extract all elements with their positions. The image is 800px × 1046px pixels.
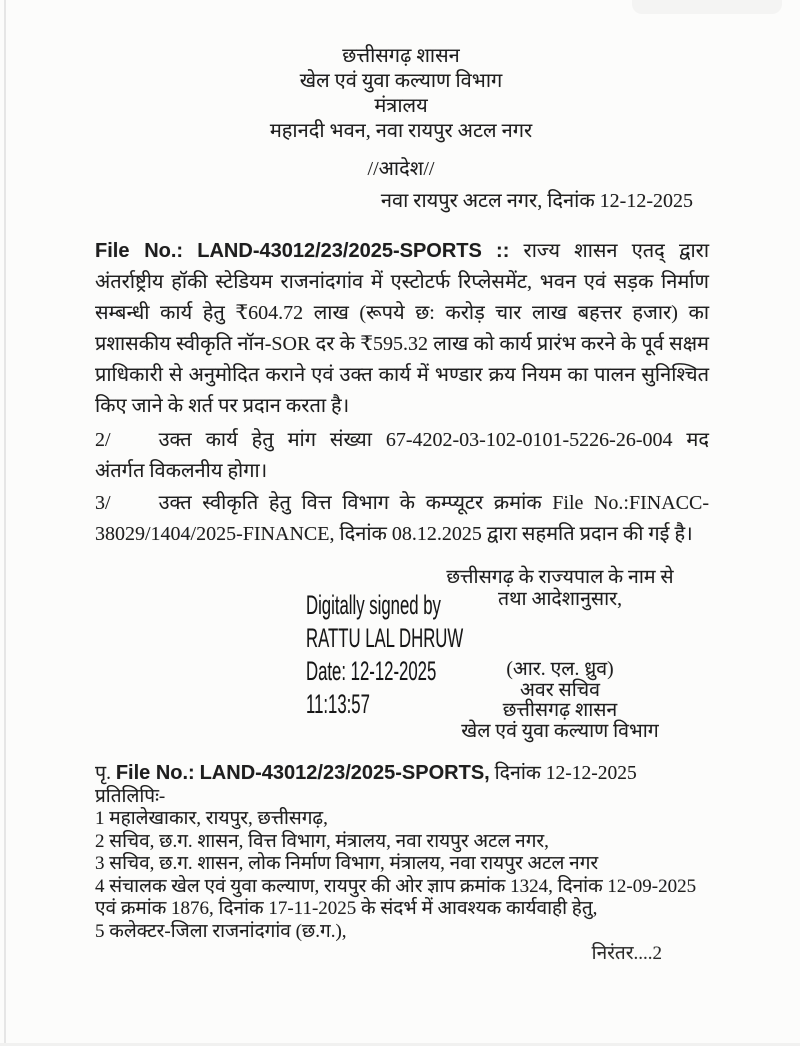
government-name: छत्तीसगढ़ शासन [342, 45, 460, 67]
order-title: //आदेश// [367, 158, 435, 180]
copy-item: 5 कलेक्टर-जिला राजनांदगांव (छ.ग.), [95, 920, 347, 942]
endorsement-prefix: पृ. [95, 763, 111, 784]
digital-signature-date: Date: 12-12-2025 [306, 656, 437, 686]
para-2-text: उक्त कार्य हेतु मांग संख्या 67-4202-03-102-0101-5226-26-004 मद अंतर्गत विकलनीय होगा। [95, 429, 709, 482]
copy-item: 3 सचिव, छ.ग. शासन, लोक निर्माण विभाग, मंत्रालय, नवा रायपुर अटल नगर [95, 853, 599, 874]
signatory-name: (आर. एल. ध्रुव) [506, 659, 614, 680]
authority-line-1: छत्तीसगढ़ के राज्यपाल के नाम से [446, 567, 674, 588]
continuation-note: निरंतर....2 [591, 943, 662, 964]
endorsement-file-line [95, 762, 717, 786]
place-date-line: नवा रायपुर अटल नगर, दिनांक 12-12-2025 [380, 190, 693, 212]
endorsement-file-label: File No.: [115, 762, 195, 784]
copy-item: 2 सचिव, छ.ग. शासन, वित्त विभाग, मंत्रालय, नवा रायपुर अटल नगर, [95, 830, 549, 852]
authority-line-2: तथा आदेशानुसार, [497, 589, 622, 610]
sanction-paragraph [95, 236, 709, 422]
photo-top-smudge [632, 0, 782, 14]
para-3-number: 3/ [95, 492, 111, 514]
sanction-text: राज्य शासन एतद् द्वारा अंतर्राष्ट्रीय हॉकी स्टेडियम राजनांदगांव में एस्टोटर्फ रिप्लेसमेंट, भवन एवं सड़क निर्माण सम्बन्धी कार्य हेतु ₹604.72 लाख (रूपये छ: करोड़ चार लाख बहत्तर हजार) का प्रशासकीय स्वीकृति नॉन-SOR दर के ₹595.32 लाख को कार्य प्रारंभ करने के पूर्व सक्षम प्राधिकारी से अनुमोदित कराने एवं उक्त कार्य में भण्डार क्रय नियम का पालन सुनिश्चित किए जाने के शर्त पर प्रदान करता है। [95, 240, 710, 417]
letterhead [95, 44, 707, 144]
copy-item: 1 महालेखाकार, रायपुर, छत्तीसगढ़, [95, 808, 328, 829]
endorsement-date: दिनांक 12-12-2025 [494, 763, 637, 784]
digital-signature-time: 11:13:57 [306, 689, 370, 719]
endorsement-block [95, 762, 717, 966]
file-no-label: File No.: [95, 240, 184, 262]
copy-heading: प्रतिलिपिः- [95, 785, 166, 807]
para-2-number: 2/ [95, 429, 111, 451]
photo-left-edge [4, 0, 6, 1046]
paragraph-2 [95, 425, 709, 487]
signatory-department: खेल एवं युवा कल्याण विभाग [461, 720, 659, 742]
copy-item: 4 संचालक खेल एवं युवा कल्याण, रायपुर की ओर ज्ञाप क्रमांक 1324, दिनांक 12-09-2025 एवं क्रमांक 1876, दिनांक 17-11-2025 के संदर्भ में आवश्यक कार्यवाही हेतु, [95, 875, 697, 919]
signatory-designation: अवर सचिव [519, 679, 601, 701]
department-name: खेल एवं युवा कल्याण विभाग [299, 70, 503, 92]
file-no-value: LAND-43012/23/2025-SPORTS [197, 240, 482, 262]
digital-signature-line-1: Digitally signed by [306, 590, 441, 620]
digital-signature-name: RATTU LAL DHRUW [306, 623, 464, 653]
endorsement-file-number: LAND-43012/23/2025-SPORTS, [199, 762, 490, 784]
separator-colons: :: [496, 240, 510, 262]
signatory-government: छत्तीसगढ़ शासन [502, 700, 618, 721]
paragraph-3 [95, 488, 709, 550]
signatory-block [415, 660, 705, 742]
office-address: महानदी भवन, नवा रायपुर अटल नगर [269, 120, 533, 142]
office-name: मंत्रालय [374, 95, 428, 117]
para-3-text: उक्त स्वीकृति हेतु वित्त विभाग के कम्प्यूटर क्रमांक File No.:FINACC-38029/1404/2025-FINANCE, दिनांक 08.12.2025 द्वारा सहमति प्रदान की गई है। [95, 492, 709, 545]
